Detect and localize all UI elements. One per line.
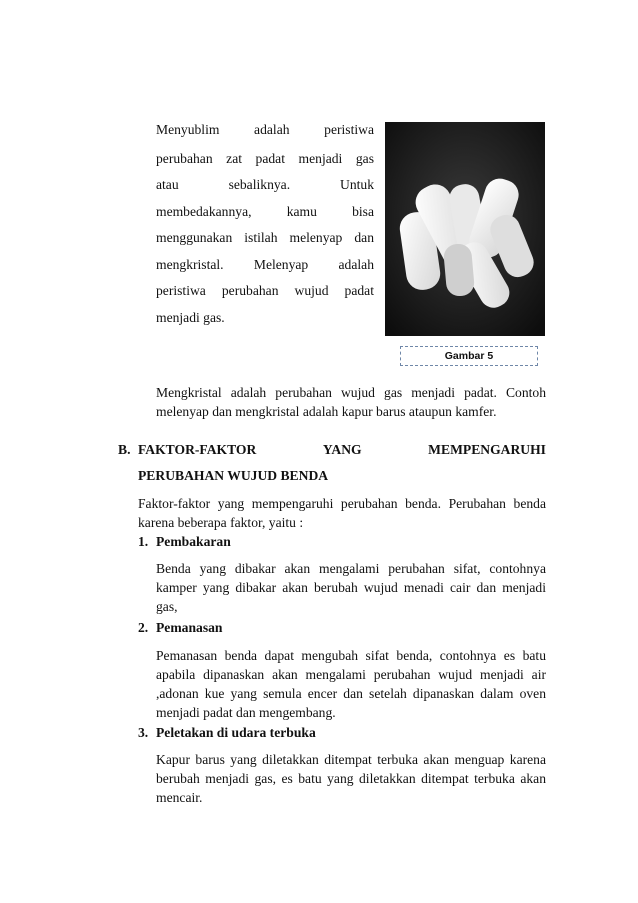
paragraph-mengkristal: Mengkristal adalah perubahan wujud gas menjadi padat. Contoh melenyap dan mengkristal adalah kapur barus ataupun kamfer. (156, 385, 546, 419)
item-title: Pemanasan (156, 620, 223, 635)
section-marker: B. (118, 442, 131, 457)
figure-caption: Gambar 5 (444, 350, 494, 362)
heading-word: FAKTOR-FAKTOR (138, 442, 257, 457)
intro-line: peristiwa perubahan wujud padat (156, 283, 374, 298)
item-title: Peletakan di udara terbuka (156, 725, 316, 740)
item-text: Pemanasan benda dapat mengubah sifat benda, contohnya es batu apabila dipanaskan akan mengalami perubahan wujud menjadi air ,adonan kue yang semula encer dan setelah dipanaskan dalam oven menjadi padat dan mengembang. (156, 648, 546, 720)
section-heading-line2: PERUBAHAN WUJUD BENDA (138, 468, 329, 483)
intro-line: menjadi gas. (156, 310, 225, 325)
camphor-photo (385, 122, 545, 336)
heading-word: MEMPENGARUHI (428, 442, 546, 457)
item-text: Kapur barus yang diletakkan ditempat terbuka akan menguap karena berubah menjadi gas, es batu yang diletakkan ditempat terbuka akan mencair. (156, 752, 546, 805)
intro-line: Menyublim adalah peristiwa (156, 122, 374, 137)
intro-line: menggunakan istilah melenyap dan (156, 230, 374, 245)
intro-line: perubahan zat padat menjadi gas (156, 151, 374, 166)
section-heading-line1 (138, 442, 546, 458)
item-number: 2. (138, 620, 149, 635)
item-title: Pembakaran (156, 534, 231, 549)
figure-caption-box (400, 346, 538, 366)
heading-word: YANG (322, 442, 362, 457)
intro-line: membedakannya, kamu bisa (156, 204, 374, 219)
item-text: Benda yang dibakar akan mengalami perubahan sifat, contohnya kamper yang dibakar akan berubah wujud menadi cair dan menjadi gas, (156, 561, 546, 614)
item-number: 1. (138, 534, 149, 549)
intro-line: atau sebaliknya. Untuk (156, 177, 374, 192)
section-intro: Faktor-faktor yang mempengaruhi perubahan benda. Perubahan benda karena beberapa faktor, yaitu : (138, 496, 546, 530)
intro-line: mengkristal. Melenyap adalah (156, 257, 374, 272)
item-number: 3. (138, 725, 149, 740)
